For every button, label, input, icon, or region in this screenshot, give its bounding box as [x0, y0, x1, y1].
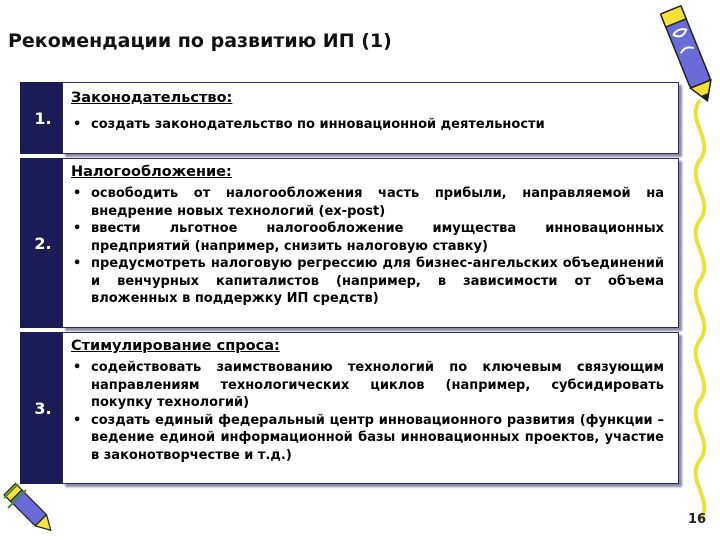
section-box: [62, 332, 679, 484]
squiggle-decoration: [680, 100, 720, 520]
section-box: [62, 82, 679, 154]
list-item: • содействовать заимствованию технологий по ключевым связующим направлениям технологических циклов (например, субсидировать покупку технологий): [71, 359, 664, 412]
section-heading: Законодательство:: [71, 90, 233, 106]
section-heading: Стимулирование спроса:: [71, 338, 280, 354]
page-title: Рекомендации по развитию ИП (1): [8, 30, 392, 52]
section-number: 2.: [20, 158, 66, 328]
section-number: 1.: [20, 82, 66, 154]
pen-icon: [0, 478, 62, 540]
section-heading: Налогообложение:: [71, 164, 232, 180]
section-box: [62, 158, 679, 328]
list-item: • ввести льготное налогообложение имущества инновационных предприятий (например, снизить налоговую ставку): [71, 220, 664, 255]
list-item: • освободить от налогообложения часть прибыли, направляемой на внедрение новых технологий (ex-post): [71, 185, 664, 220]
list-item: • предусмотреть налоговую регрессию для бизнес-ангельских объединений и венчурных капиталистов (например, в зависимости от объема вложенных в поддержку ИП средств): [71, 255, 664, 308]
list-item: • создать единый федеральный центр инновационного развития (функции – ведение единой информационной базы инновационных проектов, участие в законотворчестве и т.д.): [71, 412, 664, 465]
section-number: 3.: [20, 332, 66, 484]
list-item: • создать законодательство по инновационной деятельности: [71, 116, 664, 134]
page-number: 16: [688, 512, 707, 527]
